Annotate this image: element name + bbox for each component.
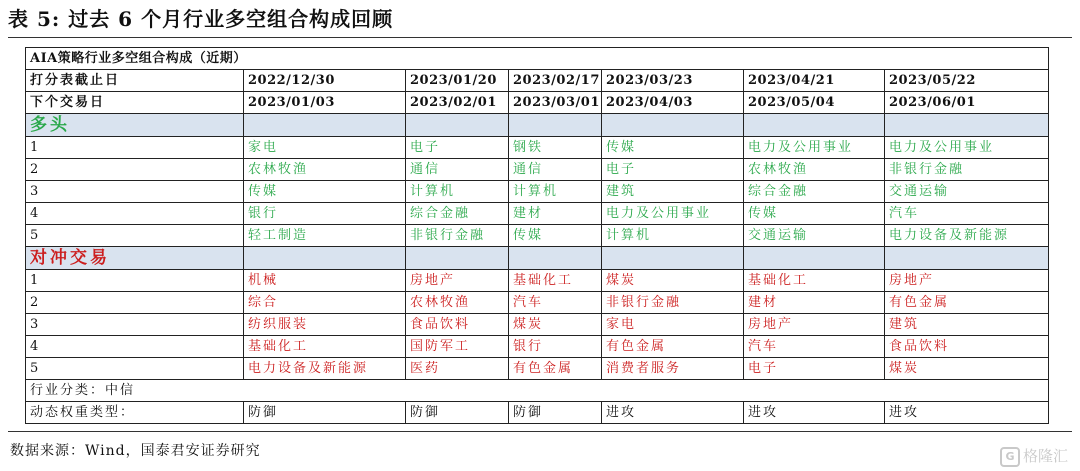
rebalance-date: 2023/05/22	[885, 70, 1049, 92]
hedge-industry-cell: 建材	[744, 292, 885, 314]
long-industry-cell: 传媒	[509, 225, 602, 247]
long-industry-cell: 综合金融	[406, 203, 509, 225]
weight-type-label: 动态权重类型：	[26, 402, 244, 424]
trade-date-label: 下个交易日	[26, 92, 244, 114]
hedge-row	[26, 358, 1049, 380]
long-industry-cell: 农林牧渔	[744, 159, 885, 181]
page-title: 表 5: 过去 6 个月行业多空组合构成回顾	[8, 7, 394, 31]
trade-date: 2023/01/03	[244, 92, 406, 114]
weight-type-cell: 防御	[244, 402, 406, 424]
hedge-industry-cell: 煤炭	[602, 270, 744, 292]
rank-cell: 2	[26, 159, 244, 181]
hedge-industry-cell: 煤炭	[509, 314, 602, 336]
classification-row	[26, 380, 1049, 402]
long-industry-cell: 交通运输	[744, 225, 885, 247]
hedge-industry-cell: 建筑	[885, 314, 1049, 336]
hedge-section-row	[26, 247, 1049, 270]
rebalance-date: 2022/12/30	[244, 70, 406, 92]
hedge-industry-cell: 煤炭	[885, 358, 1049, 380]
long-industry-cell: 交通运输	[885, 181, 1049, 203]
hedge-industry-cell: 基础化工	[744, 270, 885, 292]
watermark-text: 格隆汇	[1022, 447, 1068, 465]
rebalance-date: 2023/04/21	[744, 70, 885, 92]
rank-cell: 3	[26, 314, 244, 336]
hedge-industry-cell: 医药	[406, 358, 509, 380]
hedge-industry-cell: 国防军工	[406, 336, 509, 358]
rank-cell: 3	[26, 181, 244, 203]
bottom-rule	[8, 431, 1072, 432]
trade-date: 2023/06/01	[885, 92, 1049, 114]
source-note: 数据来源：Wind，国泰君安证券研究	[10, 443, 261, 459]
weight-type-row	[26, 402, 1049, 424]
trade-date: 2023/03/01	[509, 92, 602, 114]
hedge-industry-cell: 综合	[244, 292, 406, 314]
rank-cell: 2	[26, 292, 244, 314]
long-industry-cell: 建筑	[602, 181, 744, 203]
hedge-industry-cell: 基础化工	[244, 336, 406, 358]
long-industry-cell: 农林牧渔	[244, 159, 406, 181]
hedge-industry-cell: 食品饮料	[885, 336, 1049, 358]
hedge-industry-cell: 汽车	[744, 336, 885, 358]
rank-cell: 1	[26, 137, 244, 159]
weight-type-cell: 进攻	[602, 402, 744, 424]
weight-type-cell: 进攻	[744, 402, 885, 424]
hedge-industry-cell: 纺织服装	[244, 314, 406, 336]
trade-date-row	[26, 92, 1049, 114]
hedge-row	[26, 292, 1049, 314]
trade-date: 2023/02/01	[406, 92, 509, 114]
rank-cell: 4	[26, 336, 244, 358]
long-industry-cell: 轻工制造	[244, 225, 406, 247]
gelonghui-logo-icon: G	[1000, 447, 1020, 467]
long-industry-cell: 传媒	[602, 137, 744, 159]
long-industry-cell: 计算机	[509, 181, 602, 203]
rebalance-date: 2023/02/17	[509, 70, 602, 92]
watermark	[1000, 445, 1068, 467]
long-industry-cell: 传媒	[244, 181, 406, 203]
trade-date: 2023/04/03	[602, 92, 744, 114]
hedge-industry-cell: 有色金属	[602, 336, 744, 358]
long-row	[26, 225, 1049, 247]
long-industry-cell: 计算机	[602, 225, 744, 247]
long-industry-cell: 电力及公用事业	[744, 137, 885, 159]
hedge-industry-cell: 机械	[244, 270, 406, 292]
hedge-industry-cell: 汽车	[509, 292, 602, 314]
weight-type-cell: 进攻	[885, 402, 1049, 424]
long-section-label: 多头	[26, 114, 244, 137]
long-row	[26, 203, 1049, 225]
weight-type-cell: 防御	[509, 402, 602, 424]
long-industry-cell: 综合金融	[744, 181, 885, 203]
hedge-industry-cell: 电子	[744, 358, 885, 380]
hedge-industry-cell: 基础化工	[509, 270, 602, 292]
rebalance-date-row	[26, 70, 1049, 92]
hedge-row	[26, 336, 1049, 358]
weight-type-cell: 防御	[406, 402, 509, 424]
long-industry-cell: 电力及公用事业	[602, 203, 744, 225]
hedge-industry-cell: 银行	[509, 336, 602, 358]
top-rule	[8, 37, 1072, 38]
hedge-industry-cell: 房地产	[406, 270, 509, 292]
long-industry-cell: 银行	[244, 203, 406, 225]
hedge-industry-cell: 房地产	[885, 270, 1049, 292]
hedge-industry-cell: 食品饮料	[406, 314, 509, 336]
classification-note: 行业分类：中信	[26, 380, 1049, 402]
long-industry-cell: 汽车	[885, 203, 1049, 225]
rebalance-date-label: 打分表截止日	[26, 70, 244, 92]
hedge-industry-cell: 有色金属	[885, 292, 1049, 314]
hedge-industry-cell: 电力设备及新能源	[244, 358, 406, 380]
rank-cell: 5	[26, 225, 244, 247]
trade-date: 2023/05/04	[744, 92, 885, 114]
hedge-row	[26, 270, 1049, 292]
long-industry-cell: 非银行金融	[406, 225, 509, 247]
long-row	[26, 137, 1049, 159]
long-industry-cell: 电子	[602, 159, 744, 181]
hedge-industry-cell: 家电	[602, 314, 744, 336]
rank-cell: 4	[26, 203, 244, 225]
industry-portfolio-table	[25, 47, 1049, 424]
hedge-industry-cell: 消费者服务	[602, 358, 744, 380]
table-header-row	[26, 48, 1049, 70]
table-header: AIA策略行业多空组合构成（近期）	[26, 48, 1049, 70]
rebalance-date: 2023/03/23	[602, 70, 744, 92]
rank-cell: 1	[26, 270, 244, 292]
long-row	[26, 181, 1049, 203]
long-industry-cell: 建材	[509, 203, 602, 225]
long-section-row	[26, 114, 1049, 137]
long-industry-cell: 通信	[406, 159, 509, 181]
hedge-industry-cell: 农林牧渔	[406, 292, 509, 314]
long-industry-cell: 传媒	[744, 203, 885, 225]
long-industry-cell: 非银行金融	[885, 159, 1049, 181]
hedge-industry-cell: 非银行金融	[602, 292, 744, 314]
hedge-industry-cell: 房地产	[744, 314, 885, 336]
long-industry-cell: 家电	[244, 137, 406, 159]
hedge-row	[26, 314, 1049, 336]
rank-cell: 5	[26, 358, 244, 380]
rebalance-date: 2023/01/20	[406, 70, 509, 92]
long-industry-cell: 电子	[406, 137, 509, 159]
long-industry-cell: 电力及公用事业	[885, 137, 1049, 159]
hedge-industry-cell: 有色金属	[509, 358, 602, 380]
long-industry-cell: 电力设备及新能源	[885, 225, 1049, 247]
long-industry-cell: 通信	[509, 159, 602, 181]
long-industry-cell: 钢铁	[509, 137, 602, 159]
long-industry-cell: 计算机	[406, 181, 509, 203]
hedge-section-label: 对冲交易	[26, 247, 244, 270]
long-row	[26, 159, 1049, 181]
